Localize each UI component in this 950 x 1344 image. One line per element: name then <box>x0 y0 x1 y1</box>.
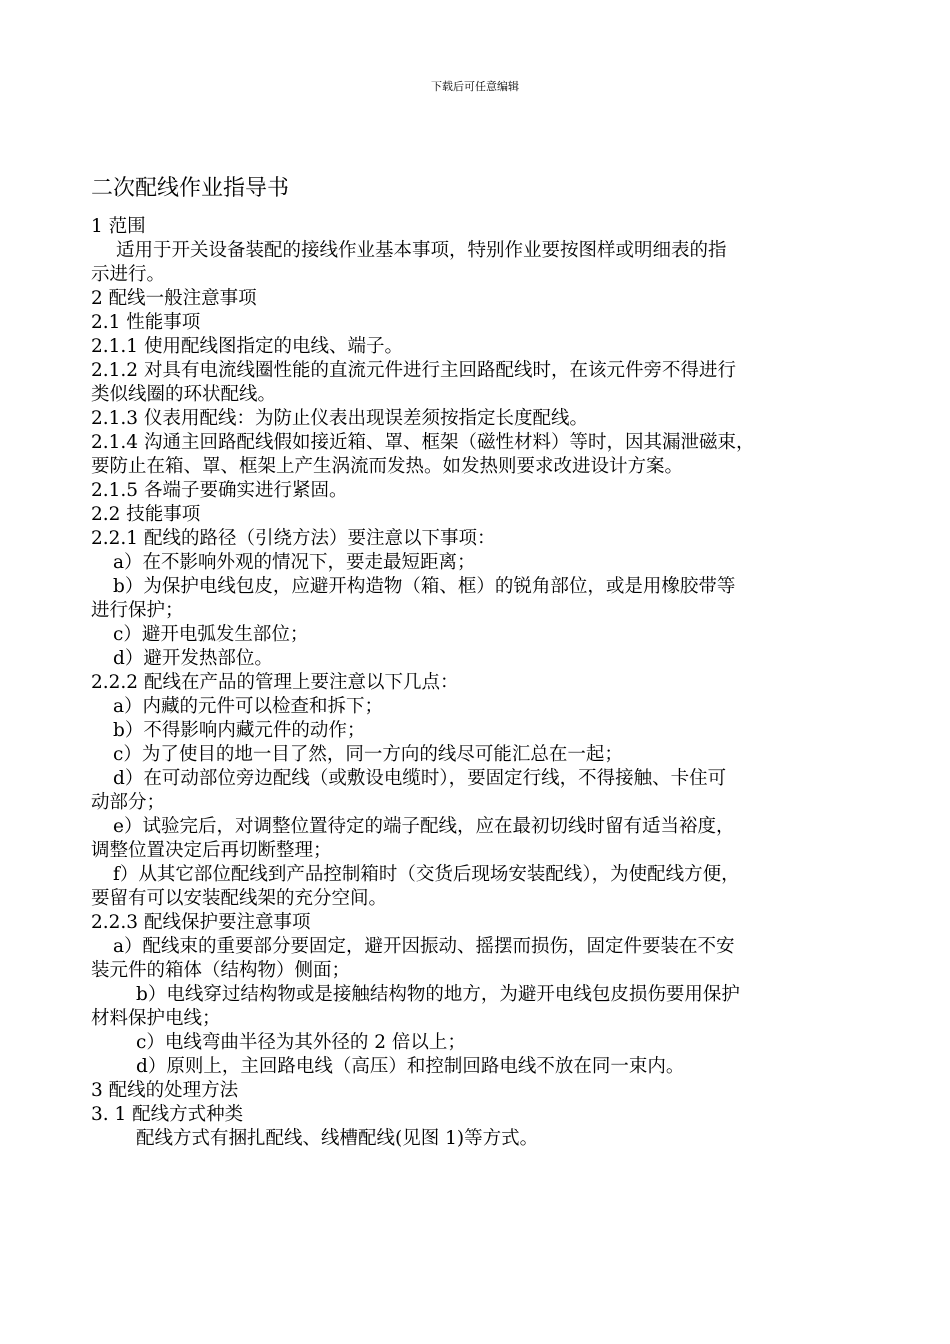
text-line: d）在可动部位旁边配线（或敷设电缆时），要固定行线，不得接触、卡住可 <box>113 768 727 789</box>
text-line: 装元件的箱体（结构物）侧面； <box>91 960 351 981</box>
text-line: b）不得影响内藏元件的动作； <box>113 720 366 741</box>
text-line: 适用于开关设备装配的接线作业基本事项，特别作业要按图样或明细表的指 <box>116 240 727 261</box>
text-line: e）试验完后，对调整位置待定的端子配线，应在最初切线时留有适当裕度， <box>113 816 735 837</box>
text-line: 进行保护； <box>91 600 184 621</box>
text-line: c）避开电弧发生部位； <box>113 624 309 645</box>
text-line: a）在不影响外观的情况下，要走最短距离； <box>113 552 476 573</box>
text-line: 2.1.1 使用配线图指定的电线、端子。 <box>91 336 403 357</box>
text-line: a）内藏的元件可以检查和拆下； <box>113 696 384 717</box>
text-line: 要留有可以安装配线架的充分空间。 <box>91 888 388 909</box>
text-line: 类似线圈的环状配线。 <box>91 384 277 405</box>
text-line: 2.1.3 仪表用配线：为防止仪表出现误差须按指定长度配线。 <box>91 408 588 429</box>
page-header-note: 下载后可任意编辑 <box>431 80 519 93</box>
text-line: a）配线束的重要部分要固定，避开因振动、摇摆而损伤，固定件要装在不安 <box>113 936 735 957</box>
text-line: 示进行。 <box>91 264 166 285</box>
text-line: 1 范围 <box>91 216 146 237</box>
text-line: 动部分； <box>91 792 166 813</box>
text-line: 2 配线一般注意事项 <box>91 288 257 309</box>
text-line: 3. 1 配线方式种类 <box>91 1104 244 1125</box>
text-line: 调整位置决定后再切断整理； <box>91 840 332 861</box>
text-line: 材料保护电线； <box>91 1008 221 1029</box>
text-line: c）为了使目的地一目了然，同一方向的线尽可能汇总在一起； <box>113 744 623 765</box>
text-line: c）电线弯曲半径为其外径的 2 倍以上； <box>136 1032 466 1053</box>
text-line: 配线方式有捆扎配线、线槽配线(见图 1)等方式。 <box>136 1128 539 1149</box>
text-line: 要防止在箱、罩、框架上产生涡流而发热。如发热则要求改进设计方案。 <box>91 456 684 477</box>
text-line: b）为保护电线包皮，应避开构造物（箱、框）的锐角部位，或是用橡胶带等 <box>113 576 736 597</box>
text-line: 2.2.1 配线的路径（引绕方法）要注意以下事项： <box>91 528 496 549</box>
document-body <box>91 171 881 1151</box>
text-line: 2.1.2 对具有电流线圈性能的直流元件进行主回路配线时，在该元件旁不得进行 <box>91 360 736 381</box>
document-text-lines <box>91 215 881 1151</box>
text-line: b）电线穿过结构物或是接触结构物的地方，为避开电线包皮损伤要用保护 <box>136 984 740 1005</box>
text-line: 2.1.5 各端子要确实进行紧固。 <box>91 480 348 501</box>
text-line: 2.1 性能事项 <box>91 312 201 333</box>
text-line: 2.1.4 沟通主回路配线假如接近箱、罩、框架（磁性材料）等时，因其漏泄磁束， <box>91 432 755 453</box>
text-line: d）避开发热部位。 <box>113 648 273 669</box>
text-line: d）原则上，主回路电线（高压）和控制回路电线不放在同一束内。 <box>136 1056 685 1077</box>
text-line: 2.2.3 配线保护要注意事项 <box>91 912 311 933</box>
text-line: f）从其它部位配线到产品控制箱时（交货后现场安装配线），为使配线方便， <box>113 864 740 885</box>
text-line: 3 配线的处理方法 <box>91 1080 239 1101</box>
document-title: 二次配线作业指导书 <box>91 176 290 201</box>
text-line: 2.2.2 配线在产品的管理上要注意以下几点： <box>91 672 459 693</box>
text-line: 2.2 技能事项 <box>91 504 201 525</box>
